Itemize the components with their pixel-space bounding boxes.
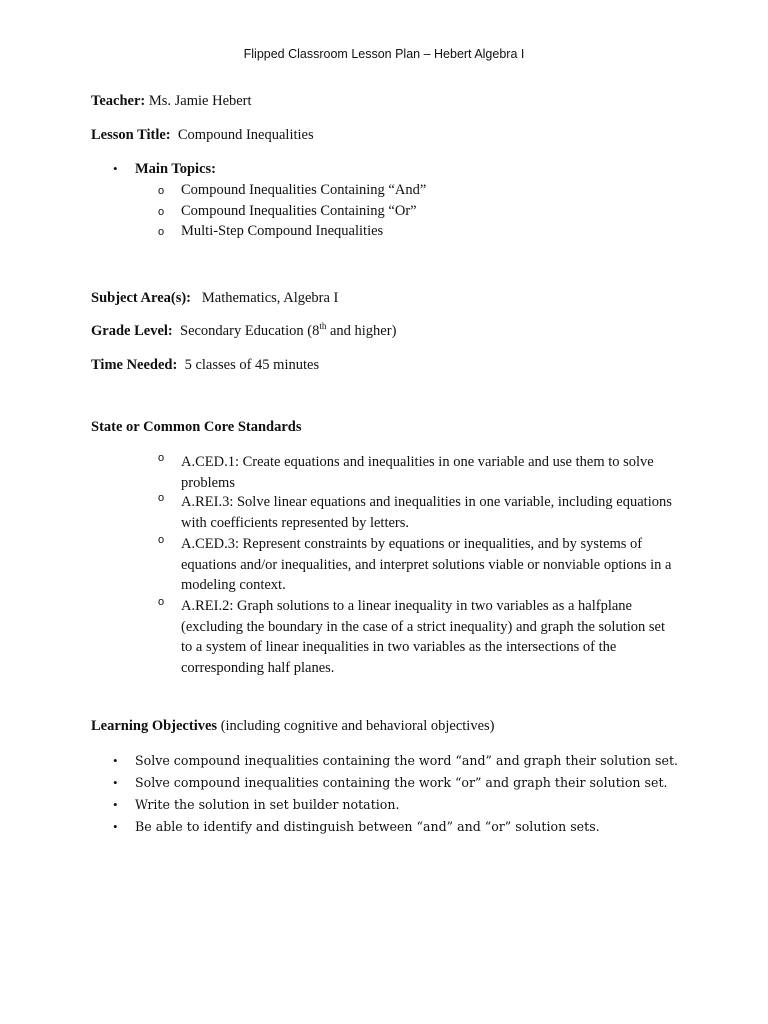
circle-bullet-icon: o — [158, 185, 165, 197]
standard-text: A.REI.2: Graph solutions to a linear inequality in two variables as a halfplane (excluding the boundary in the case of a strict inequality) and graph the solution set to a system of linear inequalities in two variables as the intersections of the corresponding half planes. — [181, 598, 666, 677]
circle-bullet-icon: o — [158, 226, 165, 238]
bullet-icon: • — [113, 753, 118, 768]
bullet-icon: • — [113, 797, 118, 812]
circle-bullet-icon: o — [158, 452, 165, 464]
grade-level-value-post: and higher) — [326, 323, 397, 339]
objectives-heading-bold: Learning Objectives — [91, 718, 218, 734]
grade-level-value-pre: Secondary Education (8 — [180, 323, 320, 339]
teacher-value: Ms. Jamie Hebert — [148, 93, 252, 109]
bullet-icon: • — [113, 819, 118, 834]
main-topic-item — [158, 182, 426, 199]
objective-item — [113, 819, 600, 835]
standard-item — [158, 596, 678, 679]
bullet-icon: • — [113, 161, 118, 176]
subject-area-label: Subject Area(s): — [91, 290, 192, 306]
grade-level-field — [91, 323, 396, 340]
standard-text: A.REI.3: Solve linear equations and inequalities in one variable, including equations with coefficients represented by letters. — [181, 494, 672, 531]
standard-item — [158, 452, 678, 493]
main-topics-heading — [113, 161, 216, 178]
teacher-label: Teacher: — [91, 93, 146, 109]
page-header: Flipped Classroom Lesson Plan – Hebert Algebra I — [243, 47, 525, 61]
standard-text: A.CED.3: Represent constraints by equations or inequalities, and by systems of equations and/or inequalities, and interpret solutions viable or nonviable options in a modeling context. — [181, 536, 672, 594]
main-topics-label: Main Topics: — [135, 161, 216, 177]
lesson-title-label: Lesson Title: — [91, 127, 171, 143]
circle-bullet-icon: o — [158, 492, 165, 504]
circle-bullet-icon: o — [158, 206, 165, 218]
grade-level-value — [180, 323, 396, 339]
teacher-field — [91, 93, 252, 110]
bullet-icon: • — [113, 775, 118, 790]
main-topic-item — [158, 223, 383, 240]
objective-text: Solve compound inequalities containing the word “and” and graph their solution set. — [135, 753, 679, 768]
subject-area-value: Mathematics, Algebra I — [201, 290, 339, 306]
subject-area-field — [91, 290, 338, 307]
standard-text: A.CED.1: Create equations and inequalities in one variable and use them to solve problems — [181, 454, 654, 491]
main-topic-text: Compound Inequalities Containing “And” — [181, 182, 427, 198]
objectives-heading — [91, 718, 495, 735]
standards-heading: State or Common Core Standards — [91, 419, 302, 435]
grade-level-label: Grade Level: — [91, 323, 173, 339]
objective-item — [113, 797, 399, 813]
standard-item — [158, 492, 678, 533]
main-topic-item — [158, 203, 417, 220]
lesson-title-value: Compound Inequalities — [177, 127, 314, 143]
standard-item — [158, 534, 678, 596]
objective-item — [113, 775, 668, 791]
objective-text: Solve compound inequalities containing the work “or” and graph their solution set. — [135, 775, 668, 790]
grade-level-superscript: th — [319, 321, 327, 331]
circle-bullet-icon: o — [158, 534, 165, 546]
circle-bullet-icon: o — [158, 596, 165, 608]
objective-text: Be able to identify and distinguish between “and” and “or” solution sets. — [135, 819, 600, 834]
time-needed-value: 5 classes of 45 minutes — [184, 357, 320, 373]
objectives-subheading: (including cognitive and behavioral objectives) — [220, 718, 495, 734]
objective-item — [113, 753, 678, 769]
objective-text: Write the solution in set builder notation. — [135, 797, 400, 812]
main-topic-text: Multi-Step Compound Inequalities — [181, 223, 384, 239]
time-needed-field — [91, 357, 319, 374]
lesson-title-field — [91, 127, 314, 144]
time-needed-label: Time Needed: — [91, 357, 178, 373]
main-topic-text: Compound Inequalities Containing “Or” — [181, 203, 417, 219]
